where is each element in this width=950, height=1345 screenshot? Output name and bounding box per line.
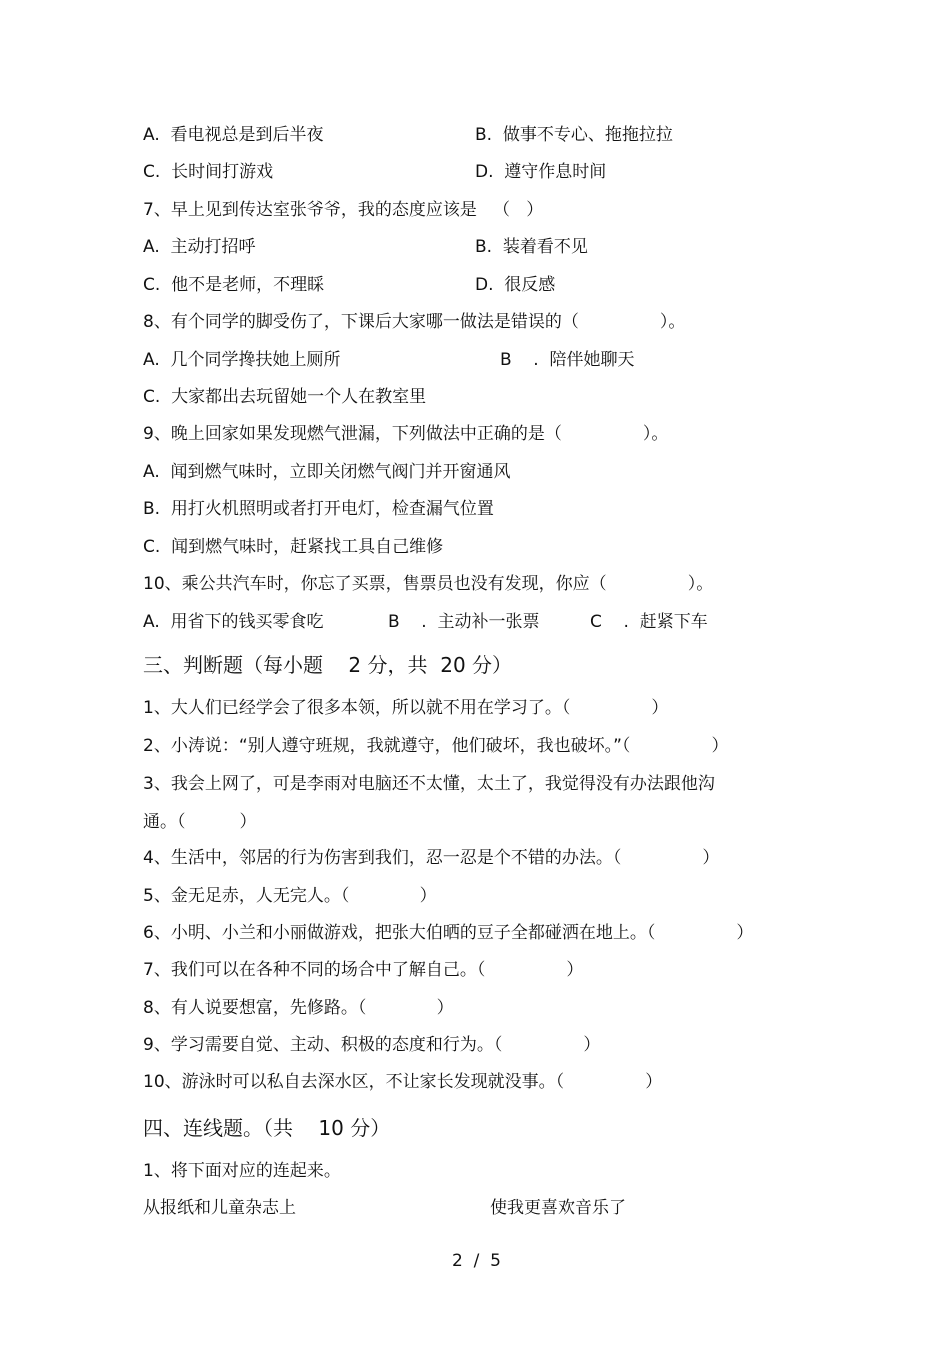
matching-question: 1、将下面对应的连起来。 — [143, 1161, 341, 1181]
judge-item: 7、我们可以在各种不同的场合中了解自己。（ ） — [143, 960, 584, 980]
q6-option-d: D. 遵守作息时间 — [475, 162, 607, 182]
q10-option-c: C . 赶紧下车 — [590, 612, 708, 632]
page-number: 2 / 5 — [452, 1251, 501, 1271]
q9-option-c: C. 闻到燃气味时，赶紧找工具自己维修 — [143, 537, 444, 557]
q9-stem: 9、晚上回家如果发现燃气泄漏，下列做法中正确的是（ ）。 — [143, 424, 669, 444]
q8-option-b: B . 陪伴她聊天 — [500, 350, 635, 370]
q7-stem: 7、早上见到传达室张爷爷，我的态度应该是 （ ） — [143, 200, 544, 220]
q7-option-a: A. 主动打招呼 — [143, 237, 256, 257]
matching-right-item: 使我更喜欢音乐了 — [490, 1198, 626, 1218]
judge-item: 3、我会上网了，可是李雨对电脑还不太懂，太土了，我觉得没有办法跟他沟 — [143, 774, 715, 794]
q10-stem: 10、乘公共汽车时，你忘了买票，售票员也没有发现，你应（ ）。 — [143, 574, 714, 594]
judge-item: 1、大人们已经学会了很多本领，所以就不用在学习了。（ ） — [143, 698, 669, 718]
judge-item: 6、小明、小兰和小丽做游戏，把张大伯晒的豆子全都碰洒在地上。（ ） — [143, 923, 754, 943]
judge-item: 10、游泳时可以私自去深水区，不让家长发现就没事。（ ） — [143, 1072, 663, 1092]
judge-item: 4、生活中，邻居的行为伤害到我们，忍一忍是个不错的办法。（ ） — [143, 848, 720, 868]
q8-stem: 8、有个同学的脚受伤了，下课后大家哪一做法是错误的（ ）。 — [143, 312, 686, 332]
judge-item: 8、有人说要想富，先修路。（ ） — [143, 998, 454, 1018]
q10-option-b: B . 主动补一张票 — [388, 612, 540, 632]
judge-item: 2、小涛说：“别人遵守班规，我就遵守，他们破坏，我也破坏。”（ ） — [143, 736, 729, 756]
judge-item: 5、金无足赤，人无完人。（ ） — [143, 886, 437, 906]
q8-option-c: C. 大家都出去玩留她一个人在教室里 — [143, 387, 427, 407]
q8-option-a: A. 几个同学搀扶她上厕所 — [143, 350, 341, 370]
judge-item-continued: 通。（ ） — [143, 812, 257, 832]
q7-option-c: C. 他不是老师，不理睬 — [143, 275, 325, 295]
matching-left-item: 从报纸和儿童杂志上 — [143, 1198, 296, 1218]
q7-option-b: B. 装着看不见 — [475, 237, 588, 257]
q9-option-b: B. 用打火机照明或者打开电灯，检查漏气位置 — [143, 499, 494, 519]
q6-option-a: A. 看电视总是到后半夜 — [143, 125, 324, 145]
q6-option-b: B. 做事不专心、拖拖拉拉 — [475, 125, 673, 145]
q9-option-a: A. 闻到燃气味时，立即关闭燃气阀门并开窗通风 — [143, 462, 511, 482]
section4-title: 四、连线题。（共 10 分） — [143, 1116, 391, 1140]
judge-item: 9、学习需要自觉、主动、积极的态度和行为。（ ） — [143, 1035, 601, 1055]
q6-option-c: C. 长时间打游戏 — [143, 162, 274, 182]
section3-title: 三、判断题（每小题 2 分，共 20 分） — [143, 653, 513, 677]
q10-option-a: A. 用省下的钱买零食吃 — [143, 612, 324, 632]
q7-option-d: D. 很反感 — [475, 275, 556, 295]
